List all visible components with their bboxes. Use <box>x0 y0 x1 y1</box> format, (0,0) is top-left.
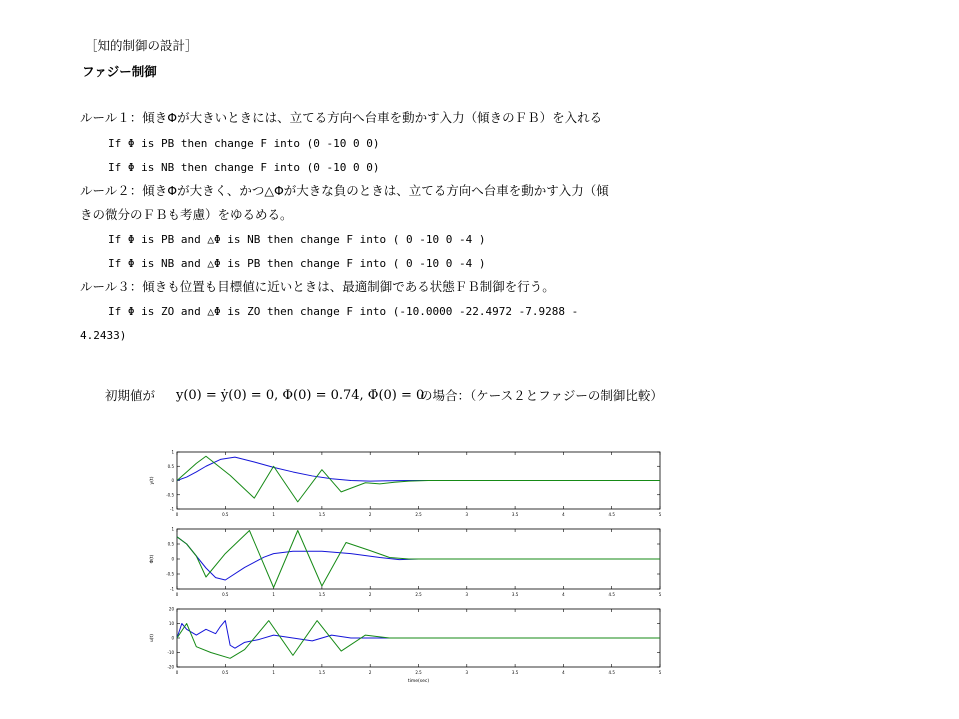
chart2-series-green <box>177 531 660 588</box>
chart2-x-tick-label: 4 <box>562 592 565 597</box>
chart3-y-tick-label: 0 <box>171 635 174 641</box>
rule3-condition-line2: 4.2433) <box>80 329 127 342</box>
chart2-y-tick-label: 0 <box>171 556 174 562</box>
chart1-y-tick-label: 0.5 <box>167 463 174 469</box>
chart3-x-tick-label: 5 <box>658 670 662 675</box>
section-title: ［知的制御の設計］ <box>85 38 198 53</box>
chart1-x-tick-label: 3 <box>465 512 469 517</box>
rule1-text: ルール１：傾きΦが大きいときには、立てる方向へ台車を動かす入力（傾きのＦＢ）を入れる <box>80 110 603 125</box>
rule2-text-line2: きの微分のＦＢも考慮）をゆるめる。 <box>80 207 293 222</box>
chart1-x-tick-label: 2.5 <box>415 512 422 517</box>
chart3-y-tick-label: -20 <box>167 664 174 670</box>
rule2-text-line1: ルール２：傾きΦが大きく、かつ△Φが大きな負のときは、立てる方向へ台車を動かす入力（傾 <box>80 183 609 198</box>
chart1-y-tick-label: -0.5 <box>166 492 174 498</box>
chart3-x-label: time(sec) <box>407 679 430 684</box>
chart3-series-green <box>177 621 660 659</box>
chart1-y-tick-label: 1 <box>171 449 174 455</box>
chart1-x-tick-label: 4.5 <box>608 512 615 517</box>
chart3-x-tick-label: 3 <box>465 670 469 675</box>
chart3-y-label: u(t) <box>150 633 155 643</box>
chart1-x-tick-label: 1.5 <box>318 512 326 517</box>
chart2-y-label: Φ(t) <box>150 554 155 564</box>
chart2-x-tick-label: 3.5 <box>511 592 519 597</box>
initial-condition-prefix: 初期値が <box>105 388 156 403</box>
chart1-y-label: y(t) <box>150 476 155 485</box>
chart3-y-tick-label: -10 <box>167 650 174 655</box>
chart3-x-tick-label: 4 <box>562 670 565 675</box>
chart3-x-tick-label: 2 <box>368 670 372 675</box>
initial-condition-equation: y(0) = ẏ(0) = 0, Φ(0) = 0.74, Φ̇(0) = 0 <box>176 388 425 403</box>
chart1-series-blue <box>177 457 443 481</box>
chart3-y-tick-label: 10 <box>168 621 174 626</box>
chart2-y-tick-label: -1 <box>170 586 174 592</box>
rule1-condition-a: If Φ is PB then change F into (0 -10 0 0) <box>108 137 380 150</box>
rule2-condition-a: If Φ is PB and △Φ is NB then change F into ( 0 -10 0 -4 ) <box>108 233 486 246</box>
rule3-condition-line1: If Φ is ZO and △Φ is ZO then change F into (-10.0000 -22.4972 -7.9288 - <box>108 305 579 318</box>
chart3-x-tick-label: 3.5 <box>511 670 519 675</box>
chart2-x-tick-label: 1.5 <box>318 592 326 597</box>
chart1-x-tick-label: 2 <box>368 512 372 517</box>
chart2-x-tick-label: 3 <box>465 592 469 597</box>
chart3-x-tick-label: 1 <box>272 670 275 675</box>
chart1-x-tick-label: 0 <box>175 512 179 517</box>
chart1-y-tick-label: -1 <box>170 506 174 512</box>
chart2-x-tick-label: 2.5 <box>415 592 422 597</box>
chart3-x-tick-label: 2.5 <box>415 670 422 675</box>
simulation-charts <box>140 447 675 692</box>
chart3-x-tick-label: 0 <box>175 670 179 675</box>
chart2-x-tick-label: 4.5 <box>608 592 615 597</box>
chart3-x-tick-label: 1.5 <box>318 670 326 675</box>
chart2-series-blue <box>177 537 496 580</box>
chart2-x-tick-label: 2 <box>368 592 372 597</box>
chart2-y-tick-label: -0.5 <box>166 571 174 577</box>
chart1-x-tick-label: 5 <box>658 512 662 517</box>
chart2-x-tick-label: 0.5 <box>222 592 229 597</box>
chart1-x-tick-label: 0.5 <box>222 512 229 517</box>
chart2-y-tick-label: 1 <box>171 526 174 532</box>
chart2-x-tick-label: 0 <box>175 592 179 597</box>
chart3-x-tick-label: 0.5 <box>222 670 229 675</box>
rule3-text: ルール３：傾きも位置も目標値に近いときは、最適制御である状態ＦＢ制御を行う。 <box>80 279 555 294</box>
chart1-y-tick-label: 0 <box>171 478 174 483</box>
chart3-x-tick-label: 4.5 <box>608 670 615 675</box>
chart1-x-tick-label: 3.5 <box>511 512 519 517</box>
initial-condition-suffix: の場合：（ケース２とファジーの制御比較） <box>420 388 663 403</box>
rule2-condition-b: If Φ is NB and △Φ is PB then change F into ( 0 -10 0 -4 ) <box>108 257 486 270</box>
chart2-y-tick-label: 0.5 <box>167 541 174 547</box>
rule1-condition-b: If Φ is NB then change F into (0 -10 0 0) <box>108 161 380 174</box>
chart1-x-tick-label: 1 <box>272 512 275 517</box>
heading-fuzzy-control: ファジー制御 <box>82 64 157 79</box>
chart1-x-tick-label: 4 <box>562 512 565 517</box>
chart2-x-tick-label: 5 <box>658 592 662 597</box>
chart1-series-green <box>177 456 660 502</box>
chart2-x-tick-label: 1 <box>272 592 275 597</box>
chart3-y-tick-label: 20 <box>168 606 174 612</box>
